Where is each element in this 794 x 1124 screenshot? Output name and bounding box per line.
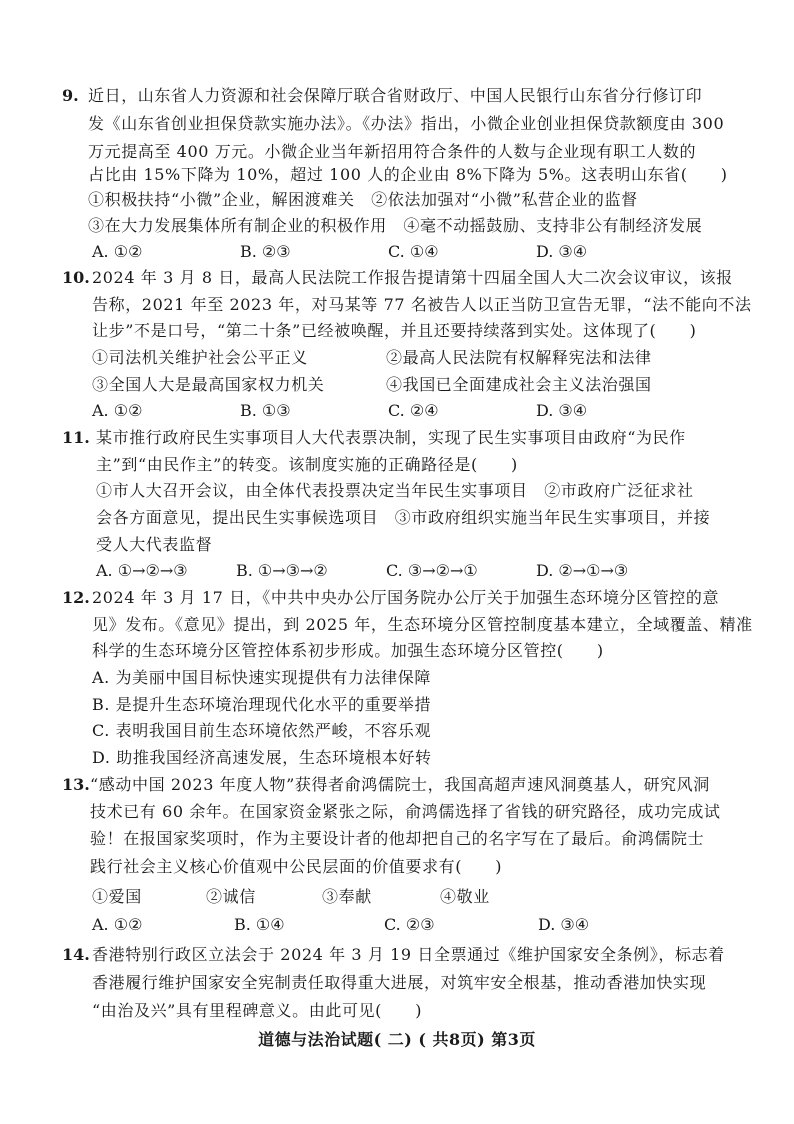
option-d: D. ③④ — [536, 401, 588, 420]
question-number: 14. — [62, 945, 90, 964]
question-number: 10. — [62, 268, 90, 287]
choice-a: A. 为美丽中国目标快速实现提供有力法律保障 — [92, 668, 431, 687]
question-number: 11. — [62, 428, 90, 447]
question-text-line: 践行社会主义核心价值观中公民层面的价值要求有( ) — [90, 857, 503, 876]
question-text-line: 香港特别行政区立法会于 2024 年 3 月 19 日全票通过《维护国家安全条例》，标志着 — [92, 945, 725, 964]
option-a: A. ①② — [92, 401, 143, 420]
option-d: D. ③④ — [536, 242, 588, 261]
option-b: B. ①③ — [240, 401, 291, 420]
statement-4: ④我国已全面建成社会主义法治强国 — [386, 375, 652, 394]
statement-2: ②最高人民法院有权解释宪法和法律 — [386, 348, 652, 367]
question-text-line: 让步”不是口号，“第二十条”已经被唤醒，并且还要持续落到实处。这体现了( ) — [92, 321, 697, 340]
question-text-line: 2024 年 3 月 17 日，《中共中央办公厅国务院办公厅关于加强生态环境分区管控的意 — [92, 588, 720, 607]
question-text-line: 见》发布。《意见》提出，到 2025 年，生态环境分区管控制度基本建立，全域覆盖、精准 — [92, 615, 753, 634]
option-c: C. ①④ — [388, 242, 439, 261]
page-footer: 道德与法治试题( 二) ( 共8页) 第3页 — [258, 1030, 536, 1049]
statement-3: ③全国人大是最高国家权力机关 — [92, 375, 325, 394]
option-a: A. ①→②→③ — [96, 561, 188, 580]
option-c: C. ②④ — [388, 401, 439, 420]
question-text-line: 2024 年 3 月 8 日，最高人民法院工作报告提请第十四届全国人大二次会议审议，该报 — [92, 268, 733, 287]
option-d: D. ②→①→③ — [536, 561, 629, 580]
question-number: 13. — [62, 775, 90, 794]
statement-3: ③奉献 — [322, 887, 372, 906]
option-b: B. ①④ — [234, 915, 285, 934]
question-text-line: 技术已有 60 余年。在国家资金紧张之际，俞鸿儒选择了省钱的研究路径，成功完成试 — [90, 802, 721, 821]
option-b: B. ②③ — [240, 242, 291, 261]
statement-line: ③在大力发展集体所有制企业的积极作用 ④毫不动摇鼓励、支持非公有制经济发展 — [88, 216, 703, 235]
question-text-line: 科学的生态环境分区管控体系初步形成。加强生态环境分区管控( ) — [92, 641, 604, 660]
option-c: C. ③→②→① — [386, 561, 478, 580]
statement-1: ①司法机关维护社会公平正义 — [92, 348, 308, 367]
option-d: D. ③④ — [538, 915, 590, 934]
option-c: C. ②③ — [384, 915, 435, 934]
statement-line: ①积极扶持“小微”企业，解困渡难关 ②依法加强对“小微”私营企业的监督 — [88, 190, 638, 209]
statement-line: ①市人大召开会议，由全体代表投票决定当年民生实事项目 ②市政府广泛征求社 — [96, 481, 694, 500]
question-text-line: 万元提高至 400 万元。小微企业当年新招用符合条件的人数与企业现有职工人数的 — [88, 142, 697, 161]
question-text-line: 近日，山东省人力资源和社会保障厅联合省财政厅、中国人民银行山东省分行修订印 — [88, 86, 703, 105]
question-number: 9. — [62, 86, 79, 105]
question-number: 12. — [62, 588, 90, 607]
question-text-line: 占比由 15%下降为 10%，超过 100 人的企业由 8%下降为 5%。这表明山东省( ) — [88, 165, 728, 184]
choice-b: B. 是提升生态环境治理现代化水平的重要举措 — [92, 695, 432, 714]
option-a: A. ①② — [92, 242, 143, 261]
statement-line: 会各方面意见，提出民生实事候选项目 ③市政府组织实施当年民生实事项目，并接 — [96, 508, 711, 527]
statement-line: 受人大代表监督 — [96, 535, 213, 554]
statement-4: ④敬业 — [440, 887, 490, 906]
question-text-line: 发《山东省创业担保贷款实施办法》。《办法》指出，小微企业创业担保贷款额度由 300 — [88, 114, 725, 133]
question-text-line: “由治及兴”具有里程碑意义。由此可见( ) — [92, 1001, 423, 1020]
statement-2: ②诚信 — [206, 887, 256, 906]
question-text-line: “感动中国 2023 年度人物”获得者俞鸿儒院士，我国高超声速风洞奠基人，研究风洞 — [90, 775, 710, 794]
question-text-line: 主”到“由民作主”的转变。该制度实施的正确路径是( ) — [96, 455, 518, 474]
question-text-line: 某市推行政府民生实事项目人大代表票决制，实现了民生实事项目由政府“为民作 — [96, 428, 686, 447]
option-a: A. ①② — [92, 915, 143, 934]
statement-1: ①爱国 — [92, 887, 142, 906]
question-text-line: 香港履行维护国家安全宪制责任取得重大进展，对筑牢安全根基，推动香港加快实现 — [92, 973, 707, 992]
choice-d: D. 助推我国经济高速发展，生态环境根本好转 — [92, 748, 432, 767]
question-text-line: 告称，2021 年至 2023 年，对马某等 77 名被告人以正当防卫宣告无罪，“法不能向不法 — [92, 295, 752, 314]
option-b: B. ①→③→② — [236, 561, 328, 580]
choice-c: C. 表明我国目前生态环境依然严峻，不容乐观 — [92, 721, 432, 740]
question-text-line: 验！在报国家奖项时，作为主要设计者的他却把自己的名字写在了最后。俞鸿儒院士 — [90, 829, 705, 848]
